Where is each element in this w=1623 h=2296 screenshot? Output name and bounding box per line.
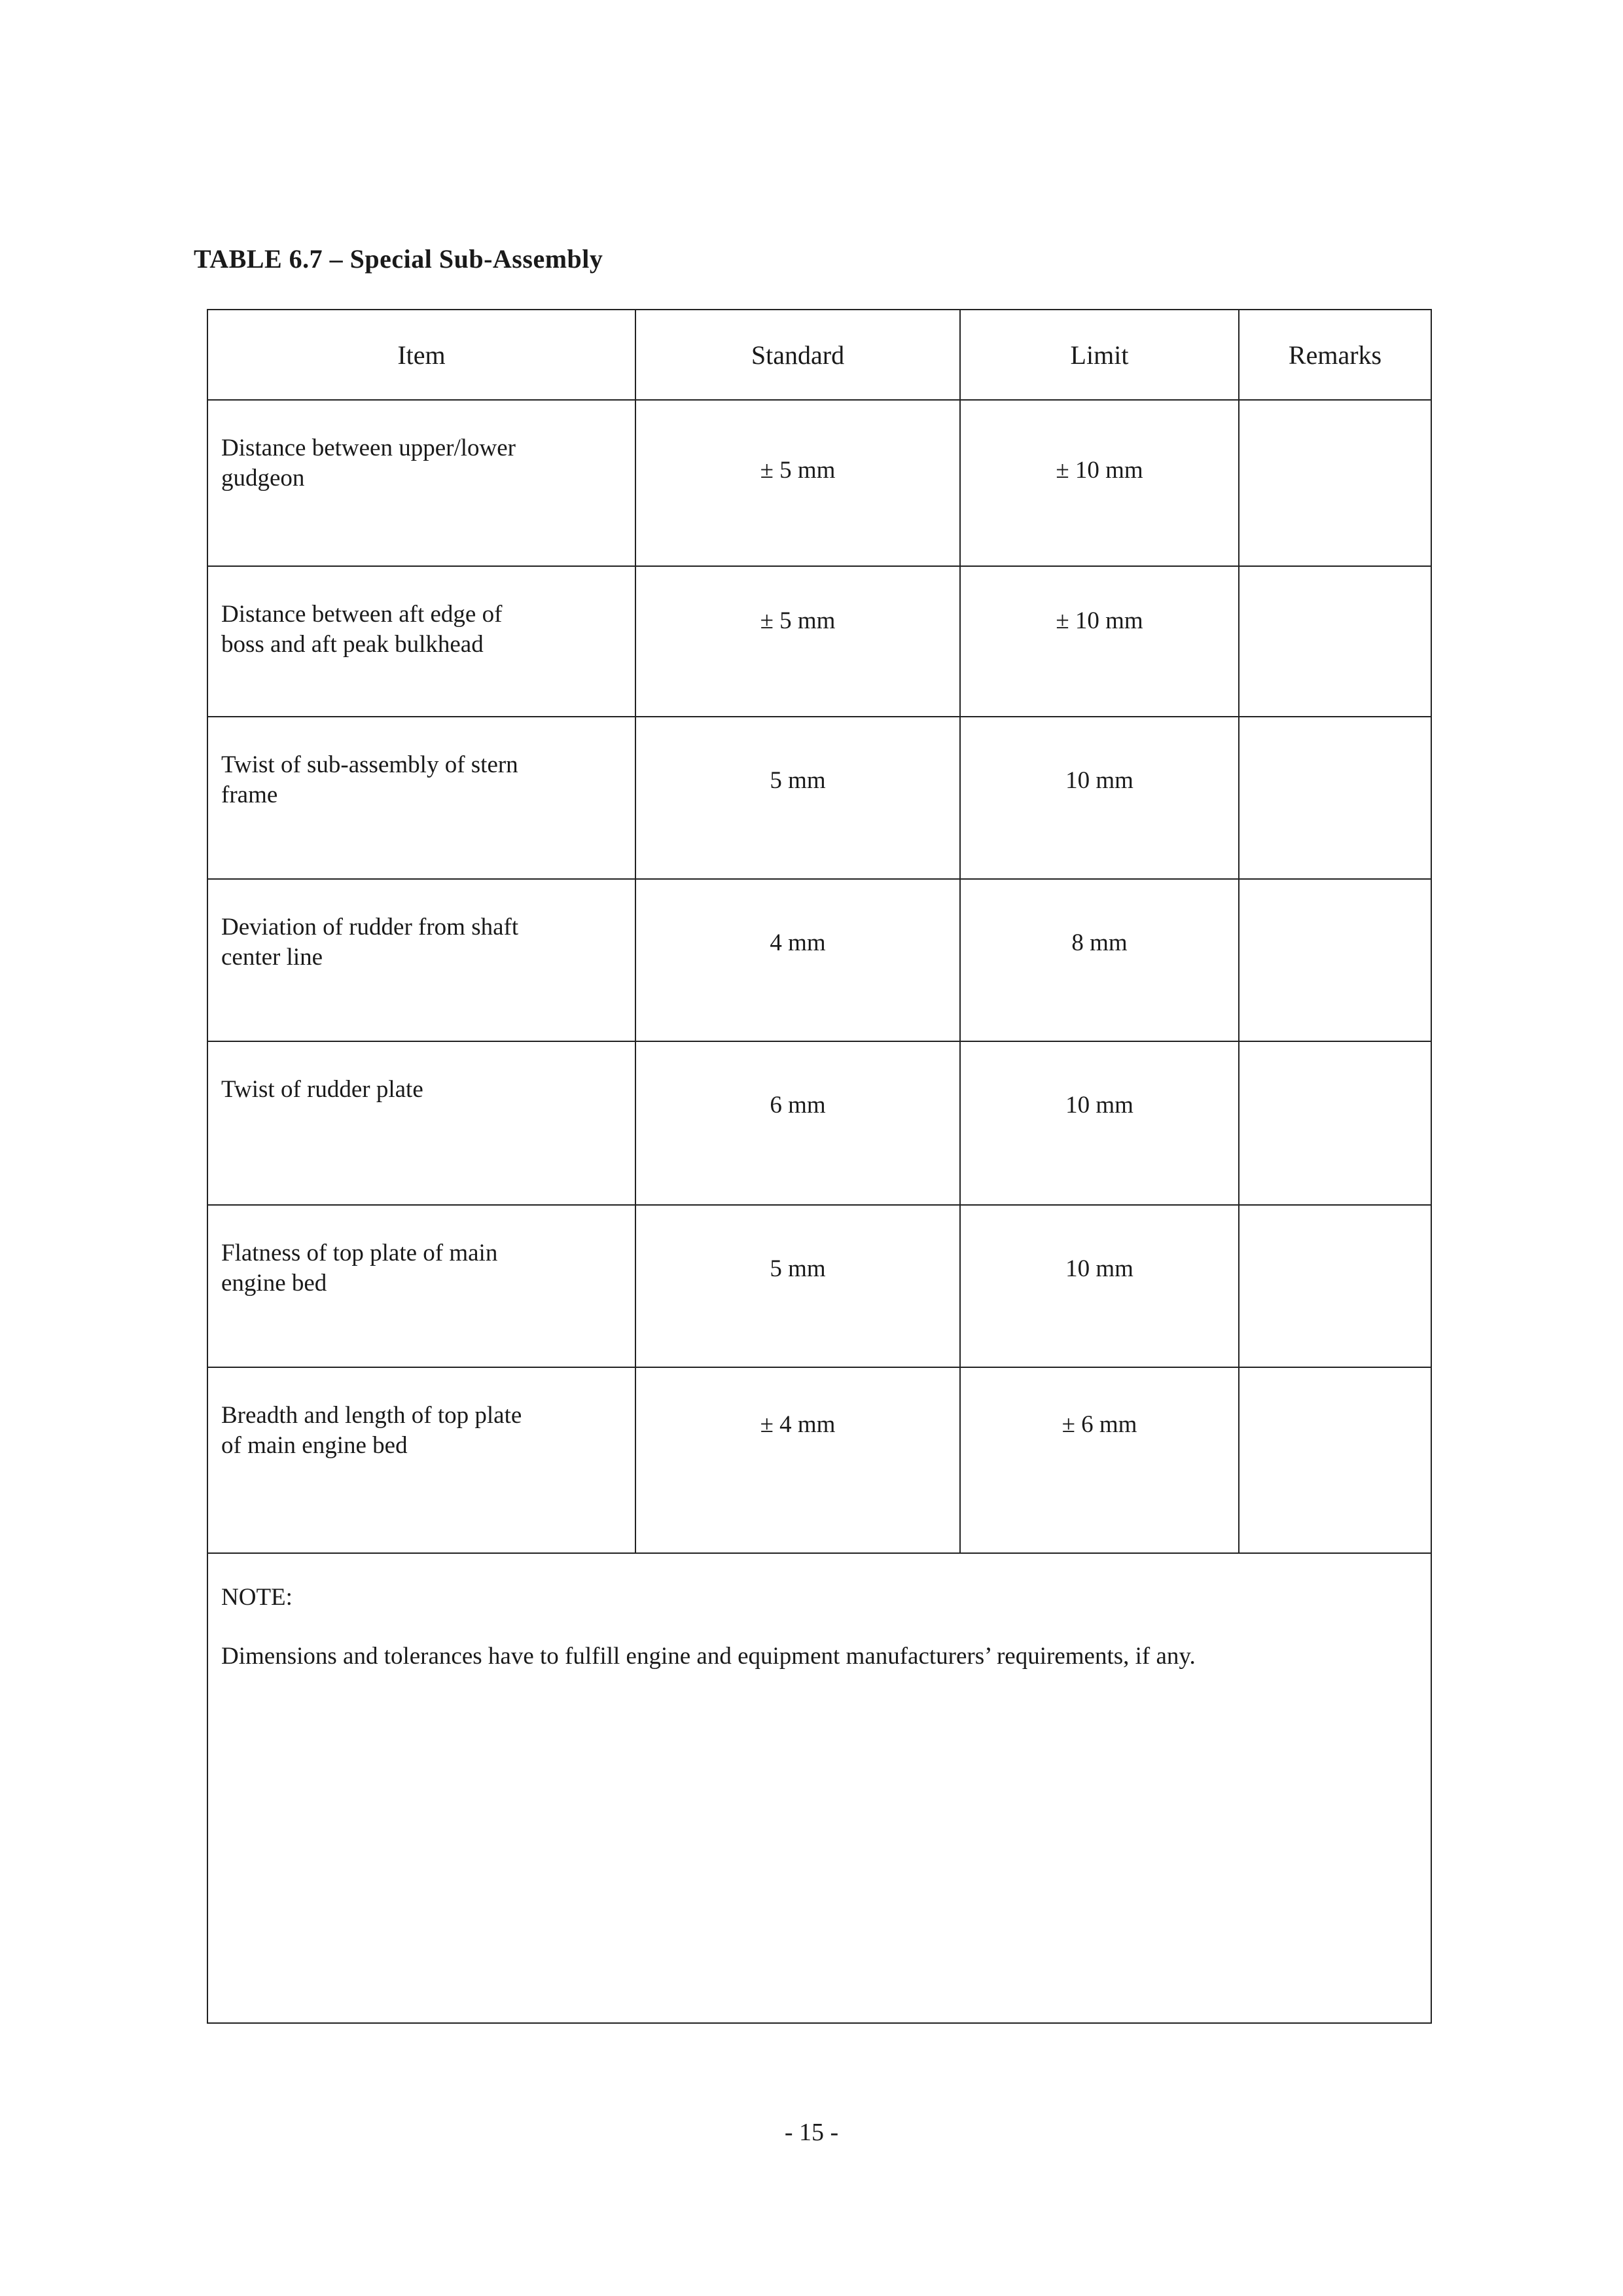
limit-cell — [960, 1041, 1239, 1205]
item-cell — [207, 400, 635, 566]
standard-value: ± 5 mm — [760, 607, 836, 634]
limit-value: 10 mm — [1065, 767, 1133, 794]
header-remarks: Remarks — [1239, 310, 1431, 400]
item-text: Breadth and length of top plate of main engine bed — [221, 1402, 522, 1459]
table-row — [207, 1041, 1431, 1205]
standard-cell — [635, 717, 960, 879]
header-item: Item — [207, 310, 635, 400]
item-cell — [207, 1205, 635, 1367]
item-cell — [207, 566, 635, 717]
item-text: Twist of sub-assembly of stern frame — [221, 751, 518, 808]
table-row — [207, 717, 1431, 879]
limit-cell — [960, 879, 1239, 1041]
item-text: Deviation of rudder from shaft center line — [221, 914, 519, 971]
note-cell — [207, 1553, 1431, 2023]
remarks-cell — [1239, 1367, 1431, 1553]
table-title: TABLE 6.7 – Special Sub-Assembly — [194, 244, 603, 274]
note-label: NOTE: — [221, 1584, 293, 1611]
table-header-row — [207, 310, 1431, 400]
table-row — [207, 1205, 1431, 1367]
limit-value: 8 mm — [1071, 929, 1128, 956]
item-text: Distance between aft edge of boss and aft peak bulkhead — [221, 601, 503, 658]
remarks-cell — [1239, 879, 1431, 1041]
remarks-cell — [1239, 400, 1431, 566]
limit-cell — [960, 1205, 1239, 1367]
limit-value: ± 6 mm — [1061, 1411, 1137, 1438]
standard-value: 5 mm — [770, 767, 826, 794]
limit-value: ± 10 mm — [1056, 457, 1143, 484]
limit-cell — [960, 566, 1239, 717]
special-sub-assembly-table — [207, 309, 1432, 2024]
item-cell — [207, 879, 635, 1041]
header-standard: Standard — [635, 310, 960, 400]
remarks-cell — [1239, 717, 1431, 879]
table-row — [207, 566, 1431, 717]
standard-cell — [635, 400, 960, 566]
item-text: Twist of rudder plate — [221, 1076, 423, 1103]
table-row — [207, 400, 1431, 566]
item-cell — [207, 1041, 635, 1205]
table-row — [207, 879, 1431, 1041]
note-row — [207, 1553, 1431, 2023]
note-text: Dimensions and tolerances have to fulfill engine and equipment manufacturers’ requirements, if any. — [221, 1643, 1196, 1670]
header-limit: Limit — [960, 310, 1239, 400]
limit-cell — [960, 717, 1239, 879]
standard-cell — [635, 1205, 960, 1367]
limit-value: 10 mm — [1065, 1255, 1133, 1282]
item-text: Flatness of top plate of main engine bed — [221, 1240, 498, 1297]
remarks-cell — [1239, 1205, 1431, 1367]
limit-value: ± 10 mm — [1056, 607, 1143, 634]
standard-cell — [635, 879, 960, 1041]
standard-cell — [635, 1041, 960, 1205]
standard-value: 4 mm — [770, 929, 826, 956]
page-number: - 15 - — [784, 2119, 839, 2146]
remarks-cell — [1239, 1041, 1431, 1205]
standard-cell — [635, 566, 960, 717]
standard-value: 6 mm — [770, 1092, 826, 1119]
standard-cell — [635, 1367, 960, 1553]
standard-value: 5 mm — [770, 1255, 826, 1282]
limit-cell — [960, 1367, 1239, 1553]
table-row — [207, 1367, 1431, 1553]
remarks-cell — [1239, 566, 1431, 717]
limit-value: 10 mm — [1065, 1092, 1133, 1119]
standard-value: ± 4 mm — [760, 1411, 836, 1438]
item-text: Distance between upper/lower gudgeon — [221, 435, 516, 492]
item-cell — [207, 717, 635, 879]
limit-cell — [960, 400, 1239, 566]
standard-value: ± 5 mm — [760, 457, 836, 484]
item-cell — [207, 1367, 635, 1553]
